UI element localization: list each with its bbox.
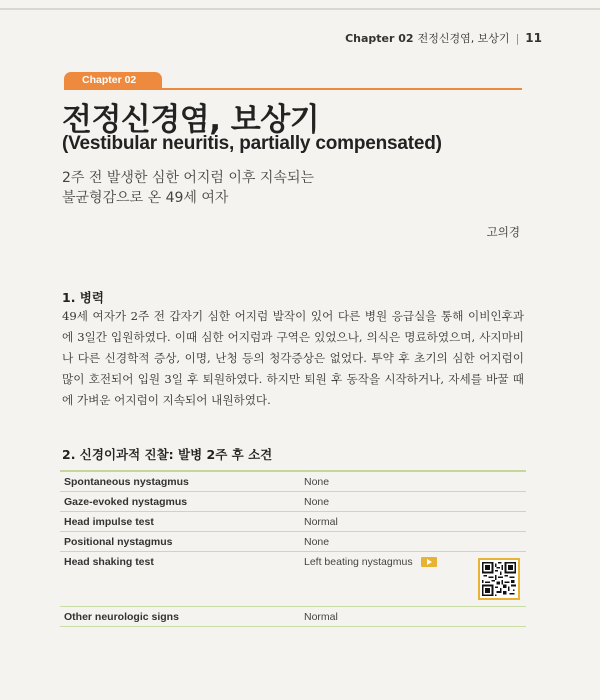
table-row bbox=[60, 552, 526, 607]
case-summary-line-2: 불균형감으로 온 49세 여자 bbox=[62, 190, 229, 206]
row-value: None bbox=[304, 536, 330, 548]
row-label: Spontaneous nystagmus bbox=[64, 476, 189, 488]
table-row bbox=[60, 532, 526, 552]
chapter-rule bbox=[64, 88, 522, 90]
running-head bbox=[345, 30, 542, 46]
exam-table bbox=[60, 470, 526, 627]
page-number: 11 bbox=[525, 31, 542, 45]
case-summary-line-1: 2주 전 발생한 심한 어지럼 이후 지속되는 bbox=[62, 170, 314, 186]
row-value: Normal bbox=[304, 516, 338, 528]
row-label: Head impulse test bbox=[64, 516, 154, 528]
history-paragraph: 49세 여자가 2주 전 갑자기 심한 어지럼 발작이 있어 다른 병원 응급실을 통해 이비인후과에 3일간 입원하였다. 이때 심한 어지럼과 구역은 있었으나, 의식은 명료하였으며, 사지마비나 다른 신경학적 증상, 이명, 난청 등의 청각증상은 없었다. 투약 후 초기의 심한 어지럼이 많이 호전되어 입원 3일 후 퇴원하였다. 하지만 퇴원 후 동작을 시작하거나, 자세를 바꿀 때에 가벼운 어지럼이 지속되어 내원하였다. bbox=[62, 309, 524, 407]
qr-code-icon[interactable] bbox=[478, 558, 520, 600]
case-summary bbox=[62, 168, 442, 208]
page-subtitle: (Vestibular neuritis, partially compensated) bbox=[62, 133, 442, 154]
section-heading-history: 1. 병력 bbox=[62, 290, 104, 305]
chapter-tag: Chapter 02 bbox=[64, 72, 162, 89]
row-value: Left beating nystagmus bbox=[304, 556, 413, 568]
top-edge-rule bbox=[0, 8, 600, 10]
table-row bbox=[60, 607, 526, 627]
author: 고의경 bbox=[486, 225, 520, 239]
row-label: Positional nystagmus bbox=[64, 536, 173, 548]
row-value: None bbox=[304, 476, 330, 488]
running-head-title: 전정신경염, 보상기 bbox=[417, 32, 510, 45]
row-label: Gaze-evoked nystagmus bbox=[64, 496, 188, 508]
table-row bbox=[60, 492, 526, 512]
row-value: Normal bbox=[304, 611, 338, 623]
row-label: Other neurologic signs bbox=[64, 611, 179, 623]
row-label: Head shaking test bbox=[64, 556, 154, 568]
running-head-separator: | bbox=[515, 31, 520, 45]
running-head-chapter: Chapter 02 bbox=[345, 31, 414, 45]
page-title: 전정신경염, 보상기 bbox=[62, 102, 320, 138]
row-value: None bbox=[304, 496, 330, 508]
section-heading-exam: 2. 신경이과적 진찰: 발병 2주 후 소견 bbox=[62, 447, 273, 462]
video-icon[interactable] bbox=[421, 557, 437, 567]
table-row bbox=[60, 512, 526, 532]
table-row bbox=[60, 472, 526, 492]
